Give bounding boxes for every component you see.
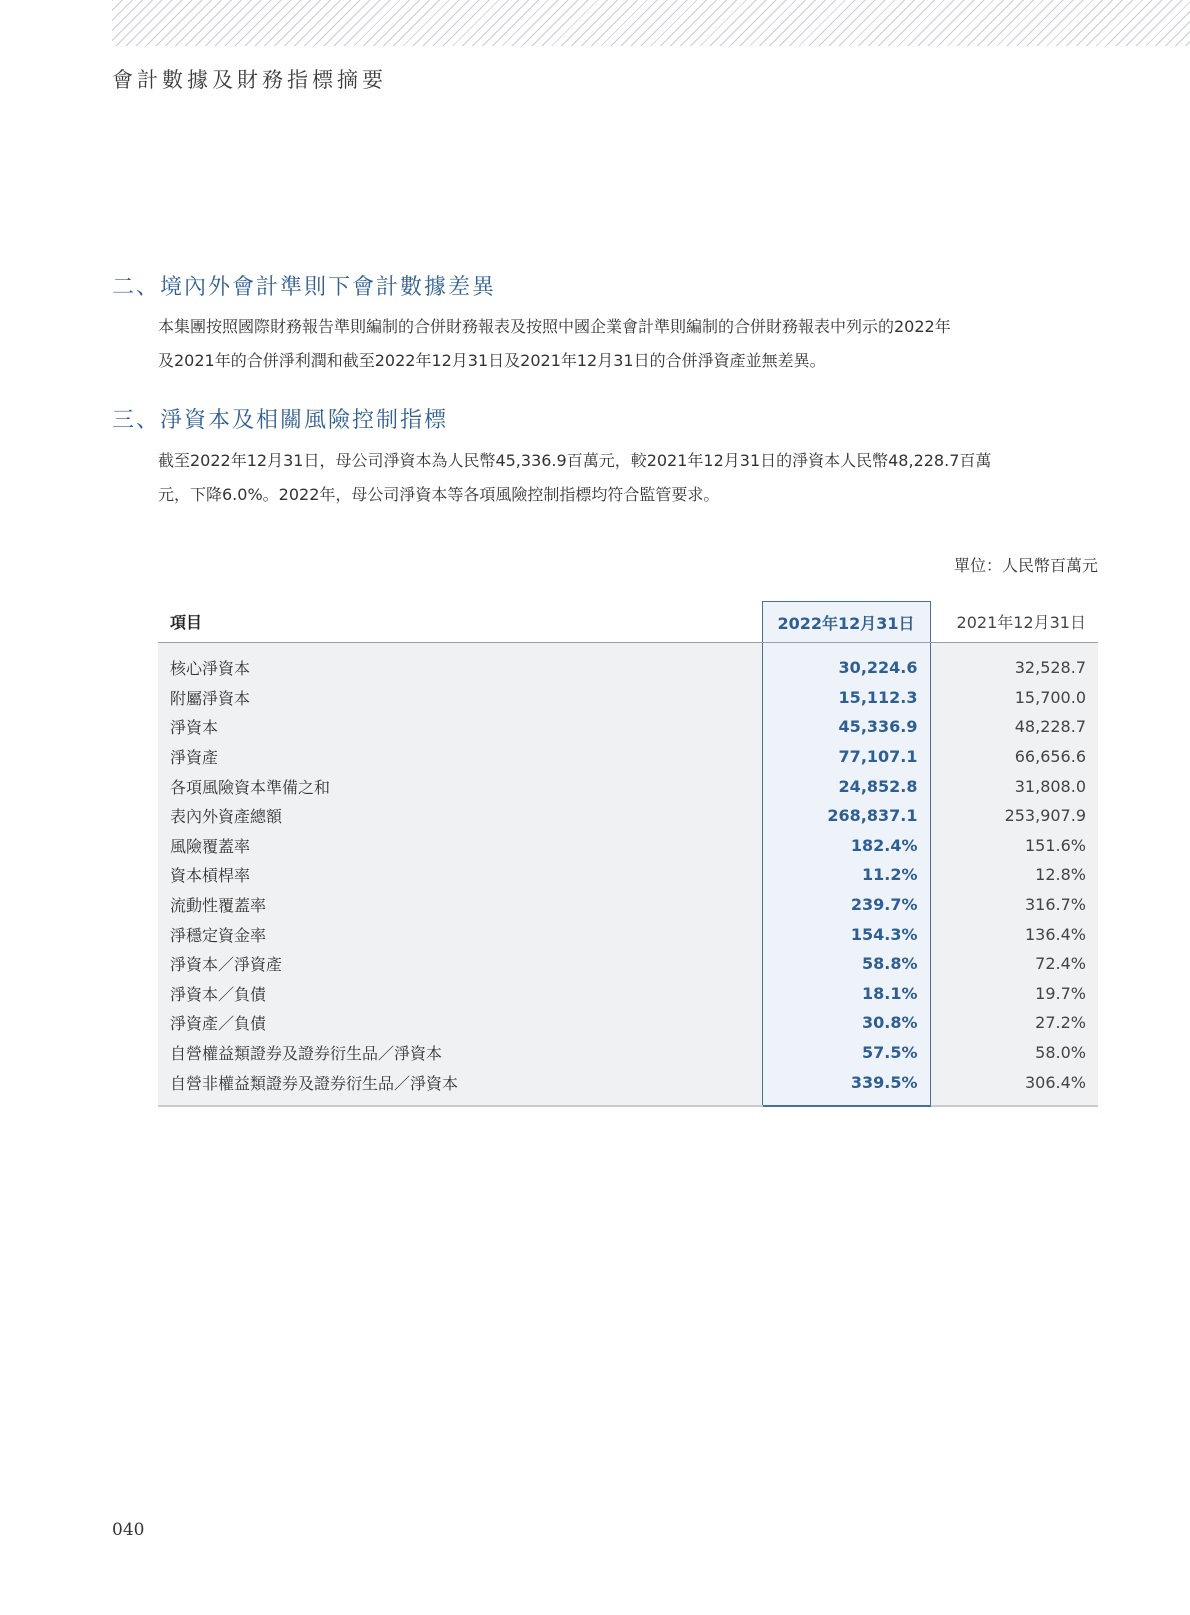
page-title: 會計數據及財務指標摘要 (112, 68, 387, 92)
table-header-row (158, 602, 1098, 643)
header-item: 項目 (158, 602, 762, 643)
value-2021: 316.7% (930, 890, 1098, 920)
value-2022: 24,852.8 (762, 771, 930, 801)
value-2021: 58.0% (930, 1038, 1098, 1068)
row-label: 淨資本／淨資產 (158, 949, 762, 979)
header-2021: 2021年12月31日 (930, 602, 1098, 643)
value-2021: 27.2% (930, 1008, 1098, 1038)
table-row (158, 919, 1098, 949)
unit-label: 單位：人民幣百萬元 (953, 556, 1098, 575)
value-2022: 339.5% (762, 1067, 930, 1106)
row-label: 淨資產／負債 (158, 1008, 762, 1038)
value-2021: 253,907.9 (930, 801, 1098, 831)
header-2022: 2022年12月31日 (762, 602, 930, 643)
section-3-heading: 三、淨資本及相關風險控制指標 (112, 408, 449, 433)
table-row (158, 771, 1098, 801)
row-label: 自營權益類證券及證券衍生品／淨資本 (158, 1038, 762, 1068)
value-2022: 57.5% (762, 1038, 930, 1068)
table-row (158, 1038, 1098, 1068)
value-2021: 306.4% (930, 1067, 1098, 1106)
value-2022: 18.1% (762, 979, 930, 1009)
table-row (158, 1067, 1098, 1106)
row-label: 核心淨資本 (158, 643, 762, 683)
table-row (158, 1008, 1098, 1038)
value-2022: 182.4% (762, 831, 930, 861)
value-2022: 268,837.1 (762, 801, 930, 831)
value-2021: 66,656.6 (930, 742, 1098, 772)
value-2021: 151.6% (930, 831, 1098, 861)
section-3-paragraph-line-1: 截至2022年12月31日，母公司淨資本為人民幣45,336.9百萬元，較2021年12月31日的淨資本人民幣48,228.7百萬 (158, 451, 992, 470)
value-2021: 48,228.7 (930, 712, 1098, 742)
row-label: 淨資本 (158, 712, 762, 742)
table-row (158, 831, 1098, 861)
section-3-paragraph-line-2: 元，下降6.0%。2022年，母公司淨資本等各項風險控制指標均符合監管要求。 (158, 485, 720, 504)
value-2022: 239.7% (762, 890, 930, 920)
value-2022: 154.3% (762, 919, 930, 949)
page-number: 040 (112, 1520, 145, 1540)
row-label: 各項風險資本準備之和 (158, 771, 762, 801)
table-row (158, 860, 1098, 890)
value-2022: 77,107.1 (762, 742, 930, 772)
value-2021: 32,528.7 (930, 643, 1098, 683)
table-row (158, 683, 1098, 713)
row-label: 附屬淨資本 (158, 683, 762, 713)
value-2022: 45,336.9 (762, 712, 930, 742)
value-2021: 19.7% (930, 979, 1098, 1009)
value-2022: 11.2% (762, 860, 930, 890)
table-row (158, 890, 1098, 920)
row-label: 流動性覆蓋率 (158, 890, 762, 920)
value-2022: 15,112.3 (762, 683, 930, 713)
table-row (158, 801, 1098, 831)
section-2-heading: 二、境內外會計準則下會計數據差異 (112, 275, 497, 300)
row-label: 淨資產 (158, 742, 762, 772)
value-2022: 58.8% (762, 949, 930, 979)
table-row (158, 712, 1098, 742)
table-row (158, 643, 1098, 683)
header-hatch-band (112, 0, 1190, 46)
value-2022: 30,224.6 (762, 643, 930, 683)
value-2022: 30.8% (762, 1008, 930, 1038)
value-2021: 12.8% (930, 860, 1098, 890)
value-2021: 15,700.0 (930, 683, 1098, 713)
table-row (158, 949, 1098, 979)
section-2-paragraph-line-1: 本集團按照國際財務報告準則編制的合併財務報表及按照中國企業會計準則編制的合併財務報表中列示的2022年 (158, 317, 951, 336)
section-3-paragraph (158, 444, 1098, 512)
value-2021: 31,808.0 (930, 771, 1098, 801)
table-row (158, 742, 1098, 772)
row-label: 淨資本／負債 (158, 979, 762, 1009)
section-2-paragraph-line-2: 及2021年的合併淨利潤和截至2022年12月31日及2021年12月31日的合併淨資產並無差異。 (158, 351, 826, 370)
value-2021: 72.4% (930, 949, 1098, 979)
row-label: 淨穩定資金率 (158, 919, 762, 949)
row-label: 表內外資產總額 (158, 801, 762, 831)
net-capital-table (158, 601, 1098, 1107)
row-label: 自營非權益類證券及證券衍生品／淨資本 (158, 1067, 762, 1106)
row-label: 資本槓桿率 (158, 860, 762, 890)
table-row (158, 979, 1098, 1009)
row-label: 風險覆蓋率 (158, 831, 762, 861)
value-2021: 136.4% (930, 919, 1098, 949)
section-2-paragraph (158, 310, 1098, 378)
